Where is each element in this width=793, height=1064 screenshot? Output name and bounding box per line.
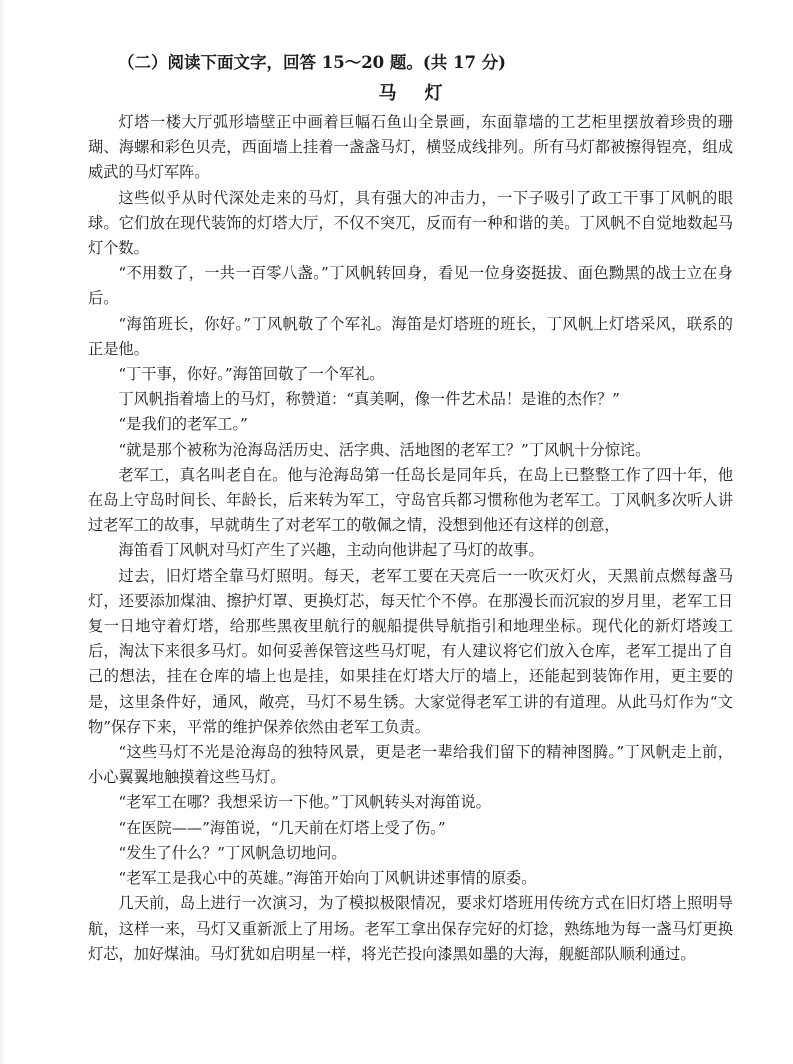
section-heading: （二）阅读下面文字，回答 15～20 题。(共 17 分)	[118, 53, 506, 72]
paragraph: “是我们的老军工。”	[118, 415, 248, 434]
paragraph: “发生了什么？”丁风帆急切地问。	[118, 843, 347, 862]
paragraph: “这些马灯不光是沧海岛的独特风景，更是老一辈给我们留下的精神图腾。”丁风帆走上前，小心翼翼地触摸着这些马灯。	[88, 743, 733, 787]
passage-body	[88, 110, 733, 967]
paragraph: 这些似乎从时代深处走来的马灯，具有强大的冲击力，一下子吸引了政工干事丁风帆的眼球。它们放在现代装饰的灯塔大厅，不仅不突兀，反而有一种和谐的美。丁风帆不自觉地数起马灯个数。	[88, 188, 733, 258]
paragraph: “老军工是我心中的英雄。”海笛开始向丁风帆讲述事情的原委。	[118, 869, 537, 888]
paragraph: 丁风帆指着墙上的马灯，称赞道：“真美啊，像一件艺术品！是谁的杰作？”	[118, 390, 620, 409]
paragraph: “就是那个被称为沧海岛活历史、活字典、活地图的老军工？”丁风帆十分惊诧。	[118, 440, 651, 459]
paragraph: “在医院——”海笛说，“几天前在灯塔上受了伤。”	[118, 818, 446, 837]
paragraph: “老军工在哪？我想采访一下他。”丁风帆转头对海笛说。	[118, 793, 491, 812]
paragraph: 海笛看丁风帆对马灯产生了兴趣，主动向他讲起了马灯的故事。	[118, 541, 544, 560]
paragraph: “丁干事，你好。”海笛回敬了一个军礼。	[118, 365, 385, 384]
paragraph: “海笛班长，你好。”丁风帆敬了个军礼。海笛是灯塔班的班长，丁风帆上灯塔采风，联系的正是他。	[88, 314, 733, 358]
paragraph: 灯塔一楼大厅弧形墙壁正中画着巨幅石鱼山全景画，东面靠墙的工艺柜里摆放着珍贵的珊瑚、海螺和彩色贝壳，西面墙上挂着一盏盏马灯，横竖成线排列。所有马灯都被擦得锃亮，组成威武的马灯军阵。	[88, 113, 733, 182]
passage-title: 马灯	[378, 83, 471, 104]
paragraph: 过去，旧灯塔全靠马灯照明。每天，老军工要在天亮后一一吹灭灯火，天黑前点燃每盏马灯，还要添加煤油、擦护灯罩、更换灯芯，每天忙个不停。在那漫长而沉寂的岁月里，老军工日复一日地守着灯塔，给那些黑夜里航行的舰船提供导航指引和地理坐标。现代化的新灯塔竣工后，淘汰下来很多马灯。如何妥善保管这些马灯呢，有人建议将它们放入仓库，老军工提出了自己的想法，挂在仓库的墙上也是挂，如果挂在灯塔大厅的墙上，还能起到装饰作用，更主要的是，这里条件好，通风，敞亮，马灯不易生锈。大家觉得老军工讲的有道理。从此马灯作为“文物”保存下来，平常的维护保养依然由老军工负责。	[88, 566, 733, 736]
paragraph: 老军工，真名叫老自在。他与沧海岛第一任岛长是同年兵，在岛上已整整工作了四十年，他在岛上守岛时间长、年龄长，后来转为军工，守岛官兵都习惯称他为老军工。丁风帆多次听人讲过老军工的故事，早就萌生了对老军工的敬佩之情，没想到他还有这样的创意，	[88, 465, 733, 535]
paragraph: “不用数了，一共一百零八盏。”丁风帆转回身，看见一位身姿挺拔、面色黝黑的战士立在身后。	[88, 264, 733, 308]
paragraph: 几天前，岛上进行一次演习，为了模拟极限情况，要求灯塔班用传统方式在旧灯塔上照明导航，这样一来，马灯又重新派上了用场。老军工拿出保存完好的灯捻，熟练地为每一盏马灯更换灯芯，加好煤油。马灯犹如启明星一样，将光芒投向漆黑如墨的大海，舰艇部队顺利通过。	[88, 894, 733, 963]
